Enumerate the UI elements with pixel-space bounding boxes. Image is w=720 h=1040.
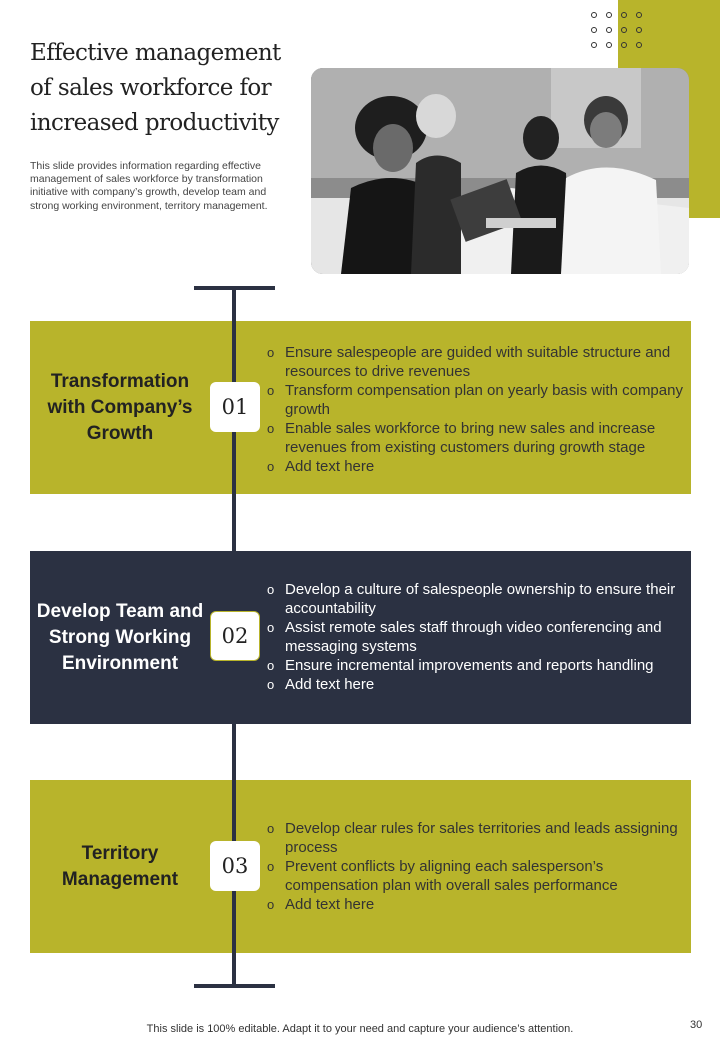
section-heading: Transformation with Company’s Growth <box>47 370 193 444</box>
section-transformation <box>30 321 691 494</box>
page-title: Effective management of sales workforce for increased productivity <box>30 40 281 136</box>
section-bullets <box>267 580 687 694</box>
timeline-top-cap <box>194 286 275 290</box>
bullet-item: o Add text here <box>267 457 687 476</box>
dot-grid-decoration <box>591 12 647 52</box>
section-bullets <box>267 343 687 476</box>
bullet-item: o Enable sales workforce to bring new sales and increase revenues from existing customers during growth stage <box>267 419 687 457</box>
bullet-item: o Develop a culture of salespeople ownership to ensure their accountability <box>267 580 687 618</box>
bullet-item: o Prevent conflicts by aligning each salesperson’s compensation plan with overall sales performance <box>267 857 687 895</box>
section-territory <box>30 780 691 953</box>
section-number-badge: 01 <box>210 382 260 432</box>
section-develop-team <box>30 551 691 724</box>
bullet-item: o Develop clear rules for sales territories and leads assigning process <box>267 819 687 857</box>
bullet-item: o Ensure incremental improvements and reports handling <box>267 656 687 675</box>
footer-note: This slide is 100% editable. Adapt it to your need and capture your audience’s attention. <box>146 1023 574 1035</box>
section-number-badge: 03 <box>210 841 260 891</box>
bullet-item: o Transform compensation plan on yearly basis with company growth <box>267 381 687 419</box>
section-number-badge: 02 <box>210 611 260 661</box>
bullet-item: o Add text here <box>267 675 687 694</box>
bullet-item: o Ensure salespeople are guided with suitable structure and resources to drive revenues <box>267 343 687 381</box>
page-number: 30 <box>690 1019 703 1031</box>
page-description: This slide provides information regarding effective management of sales workforce by transformation initiative with company’s growth, develop team and strong working environment, territory management. <box>30 160 268 212</box>
bullet-item: o Add text here <box>267 895 687 914</box>
team-meeting-photo <box>311 68 689 274</box>
bullet-item: o Assist remote sales staff through video conferencing and messaging systems <box>267 618 687 656</box>
section-bullets <box>267 819 687 914</box>
section-heading: Territory Management <box>61 842 179 890</box>
timeline-bottom-cap <box>194 984 275 988</box>
section-heading: Develop Team and Strong Working Environment <box>36 600 204 674</box>
